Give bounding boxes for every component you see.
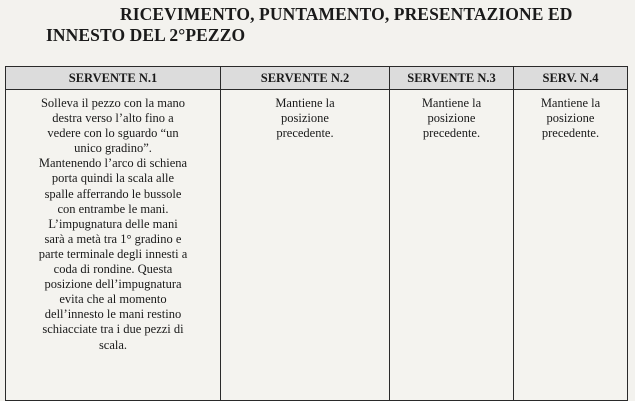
cell-line: L’impugnatura delle mani <box>48 216 178 231</box>
document-title <box>0 4 635 46</box>
cell-line: posizione <box>546 111 595 126</box>
cell-line: posizione dell’impugnatura <box>44 277 182 292</box>
cell-line: precedente. <box>276 126 334 141</box>
cell-line: precedente. <box>541 126 600 141</box>
cell-line: spalle afferrando le bussole <box>44 186 182 201</box>
cell-line: precedente. <box>422 126 481 141</box>
cell-line: posizione <box>427 111 476 126</box>
cell-servente-1 <box>6 90 221 401</box>
cell-line: Mantiene la <box>540 96 601 110</box>
duties-table <box>5 66 628 401</box>
cell-line: parte terminale degli innesti a <box>38 246 188 261</box>
cell-line: destra verso l’alto fino a <box>52 111 174 126</box>
cell-line: schiacciate tra i due pezzi di <box>42 322 184 337</box>
cell-line: dell’innesto le mani restino <box>44 307 182 322</box>
cell-servente-2 <box>221 90 390 401</box>
cell-line: coda di rondine. Questa <box>53 262 173 277</box>
header-servente-3: SERVENTE N.3 <box>390 67 514 90</box>
cell-line: Mantenendo l’arco di schiena <box>38 156 188 171</box>
cell-line: porta quindi la scala alle <box>51 171 175 186</box>
header-servente-2: SERVENTE N.2 <box>221 67 390 90</box>
table-row <box>6 90 628 401</box>
cell-line: sarà a metà tra 1° gradino e <box>44 231 182 246</box>
header-row <box>6 67 628 90</box>
header-servente-4: SERV. N.4 <box>514 67 628 90</box>
cell-servente-3 <box>390 90 514 401</box>
cell-line: con entrambe le mani. <box>57 201 169 216</box>
cell-line: unico gradino”. <box>74 141 152 156</box>
cell-line: Mantiene la <box>275 96 335 110</box>
cell-servente-4 <box>514 90 628 401</box>
title-line-1: RICEVIMENTO, PUNTAMENTO, PRESENTAZIONE ED <box>120 4 573 24</box>
cell-line: scala. <box>98 337 128 352</box>
cell-line: vedere con lo sguardo “un <box>47 126 179 141</box>
title-line-2: INNESTO DEL 2°PEZZO <box>46 25 246 45</box>
cell-line: Solleva il pezzo con la mano <box>40 96 186 110</box>
cell-line: Mantiene la <box>421 96 482 110</box>
cell-line: evita che al momento <box>59 292 167 307</box>
cell-line: posizione <box>281 111 329 126</box>
header-servente-1: SERVENTE N.1 <box>6 67 221 90</box>
